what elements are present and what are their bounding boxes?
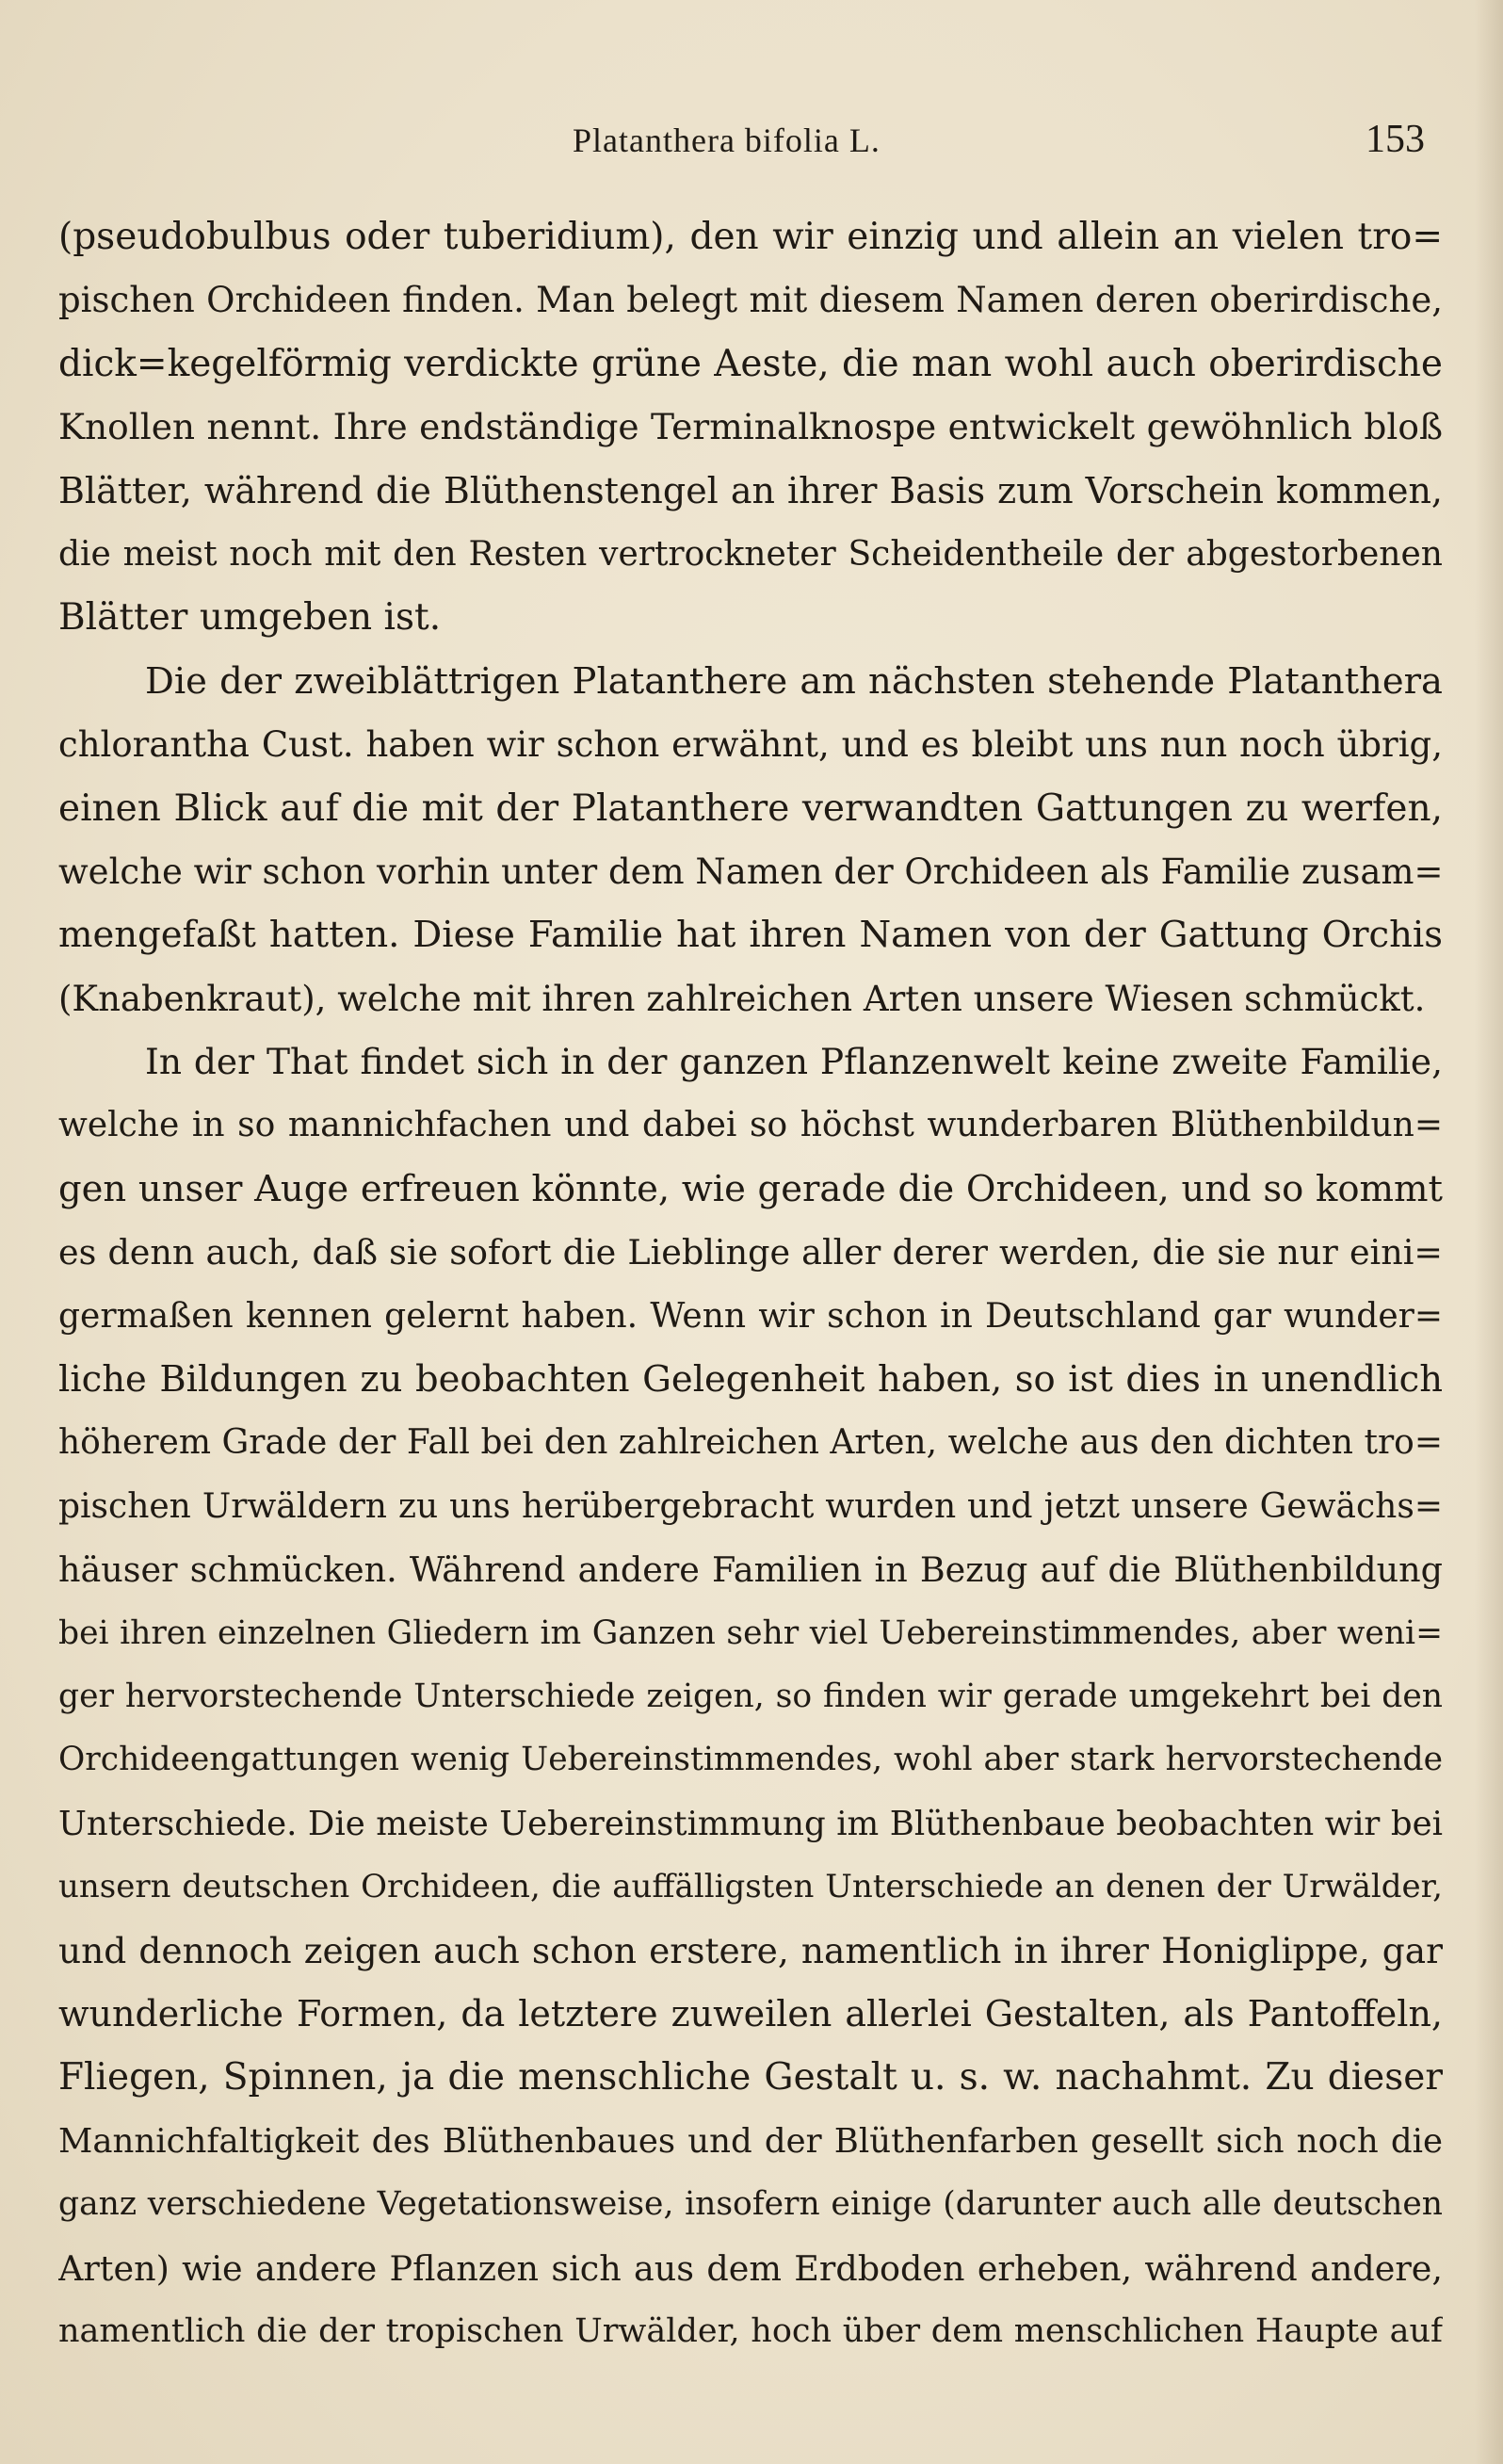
text-line: ganz verschiedene Vegetationsweise, insofern einige (darunter auch alle deutschen	[58, 2185, 1443, 2224]
text-line: Blätter umgeben ist.	[58, 596, 442, 640]
text-line: (pseudobulbus oder tuberidium), den wir einzig und allein an vielen tro=	[58, 216, 1443, 258]
text-line: Mannichfaltigkeit des Blüthenbaues und der Blüthenfarben gesellt sich noch die	[58, 2121, 1443, 2161]
text-line: liche Bildungen zu beobachten Gelegenheit haben, so ist dies in unendlich	[58, 1358, 1443, 1402]
text-line: Die der zweiblättrigen Platanthere am nächsten stehende Platanthera	[145, 659, 1443, 703]
text-line: germaßen kennen gelernt haben. Wenn wir schon in Deutschland gar wunder=	[58, 1296, 1443, 1336]
text-line: dick=kegelförmig verdickte grüne Aeste, die man wohl auch oberirdische	[58, 342, 1443, 385]
text-line: gen unser Auge erfreuen könnte, wie gerade die Orchideen, und so kommt	[58, 1167, 1443, 1210]
text-line: Fliegen, Spinnen, ja die menschliche Gestalt u. s. w. nachahmt. Zu dieser	[58, 2056, 1443, 2099]
page-edge-shadow	[1475, 0, 1503, 2464]
text-line: wunderliche Formen, da letztere zuweilen allerlei Gestalten, als Pantoffeln,	[58, 1992, 1443, 2034]
page-number: 153	[1366, 118, 1425, 161]
text-line: Arten) wie andere Pflanzen sich aus dem Erdboden erheben, während andere,	[58, 2247, 1443, 2289]
text-line: die meist noch mit den Resten vertrockneter Scheidentheile der abgestorbenen	[58, 534, 1443, 574]
text-line: mengefaßt hatten. Diese Familie hat ihren Namen von der Gattung Orchis	[58, 914, 1443, 957]
text-line: pischen Orchideen finden. Man belegt mit diesem Namen deren oberirdische,	[58, 280, 1443, 321]
text-line: unsern deutschen Orchideen, die auffälligsten Unterschiede an denen der Urwälder,	[58, 1868, 1443, 1906]
running-header-title: Platanthera bifolia L.	[573, 122, 881, 159]
text-line: einen Blick auf die mit der Platanthere verwandten Gattungen zu werfen,	[58, 786, 1443, 830]
text-line: bei ihren einzelnen Gliedern im Ganzen sehr viel Uebereinstimmendes, aber weni=	[58, 1613, 1443, 1652]
text-line: chlorantha Cust. haben wir schon erwähnt, und es bleibt uns nun noch übrig,	[58, 724, 1443, 766]
text-line: pischen Urwäldern zu uns herübergebracht wurden und jetzt unsere Gewächs=	[58, 1486, 1443, 1526]
text-line: Orchideengattungen wenig Uebereinstimmendes, wohl aber stark hervorstechende	[58, 1741, 1443, 1779]
text-line: (Knabenkraut), welche mit ihren zahlreichen Arten unsere Wiesen schmückt.	[58, 978, 1426, 1019]
body-text	[58, 205, 1443, 2363]
text-line: es denn auch, daß sie sofort die Lieblinge aller derer werden, die sie nur eini=	[58, 1232, 1443, 1273]
text-line: namentlich die der tropischen Urwälder, hoch über dem menschlichen Haupte auf	[58, 2311, 1443, 2350]
text-line: welche wir schon vorhin unter dem Namen der Orchideen als Familie zusam=	[58, 851, 1443, 892]
text-line: höherem Grade der Fall bei den zahlreichen Arten, welche aus den dichten tro=	[58, 1423, 1443, 1463]
text-line: häuser schmücken. Während andere Familien in Bezug auf die Blüthenbildung	[58, 1549, 1443, 1591]
text-line: welche in so mannichfachen und dabei so höchst wunderbaren Blüthenbildun=	[58, 1106, 1443, 1145]
text-line: Blätter, während die Blüthenstengel an ihrer Basis zum Vorschein kommen,	[58, 469, 1443, 511]
text-line: und dennoch zeigen auch schon erstere, namentlich in ihrer Honiglippe, gar	[58, 1929, 1443, 1971]
text-line: In der That findet sich in der ganzen Pflanzenwelt keine zweite Familie,	[145, 1041, 1443, 1083]
text-line: ger hervorstechende Unterschiede zeigen, so finden wir gerade umgekehrt bei den	[58, 1677, 1443, 1715]
text-line: Knollen nennt. Ihre endständige Terminalknospe entwickelt gewöhnlich bloß	[58, 406, 1443, 448]
text-line: Unterschiede. Die meiste Uebereinstimmung im Blüthenbaue beobachten wir bei	[58, 1804, 1443, 1843]
